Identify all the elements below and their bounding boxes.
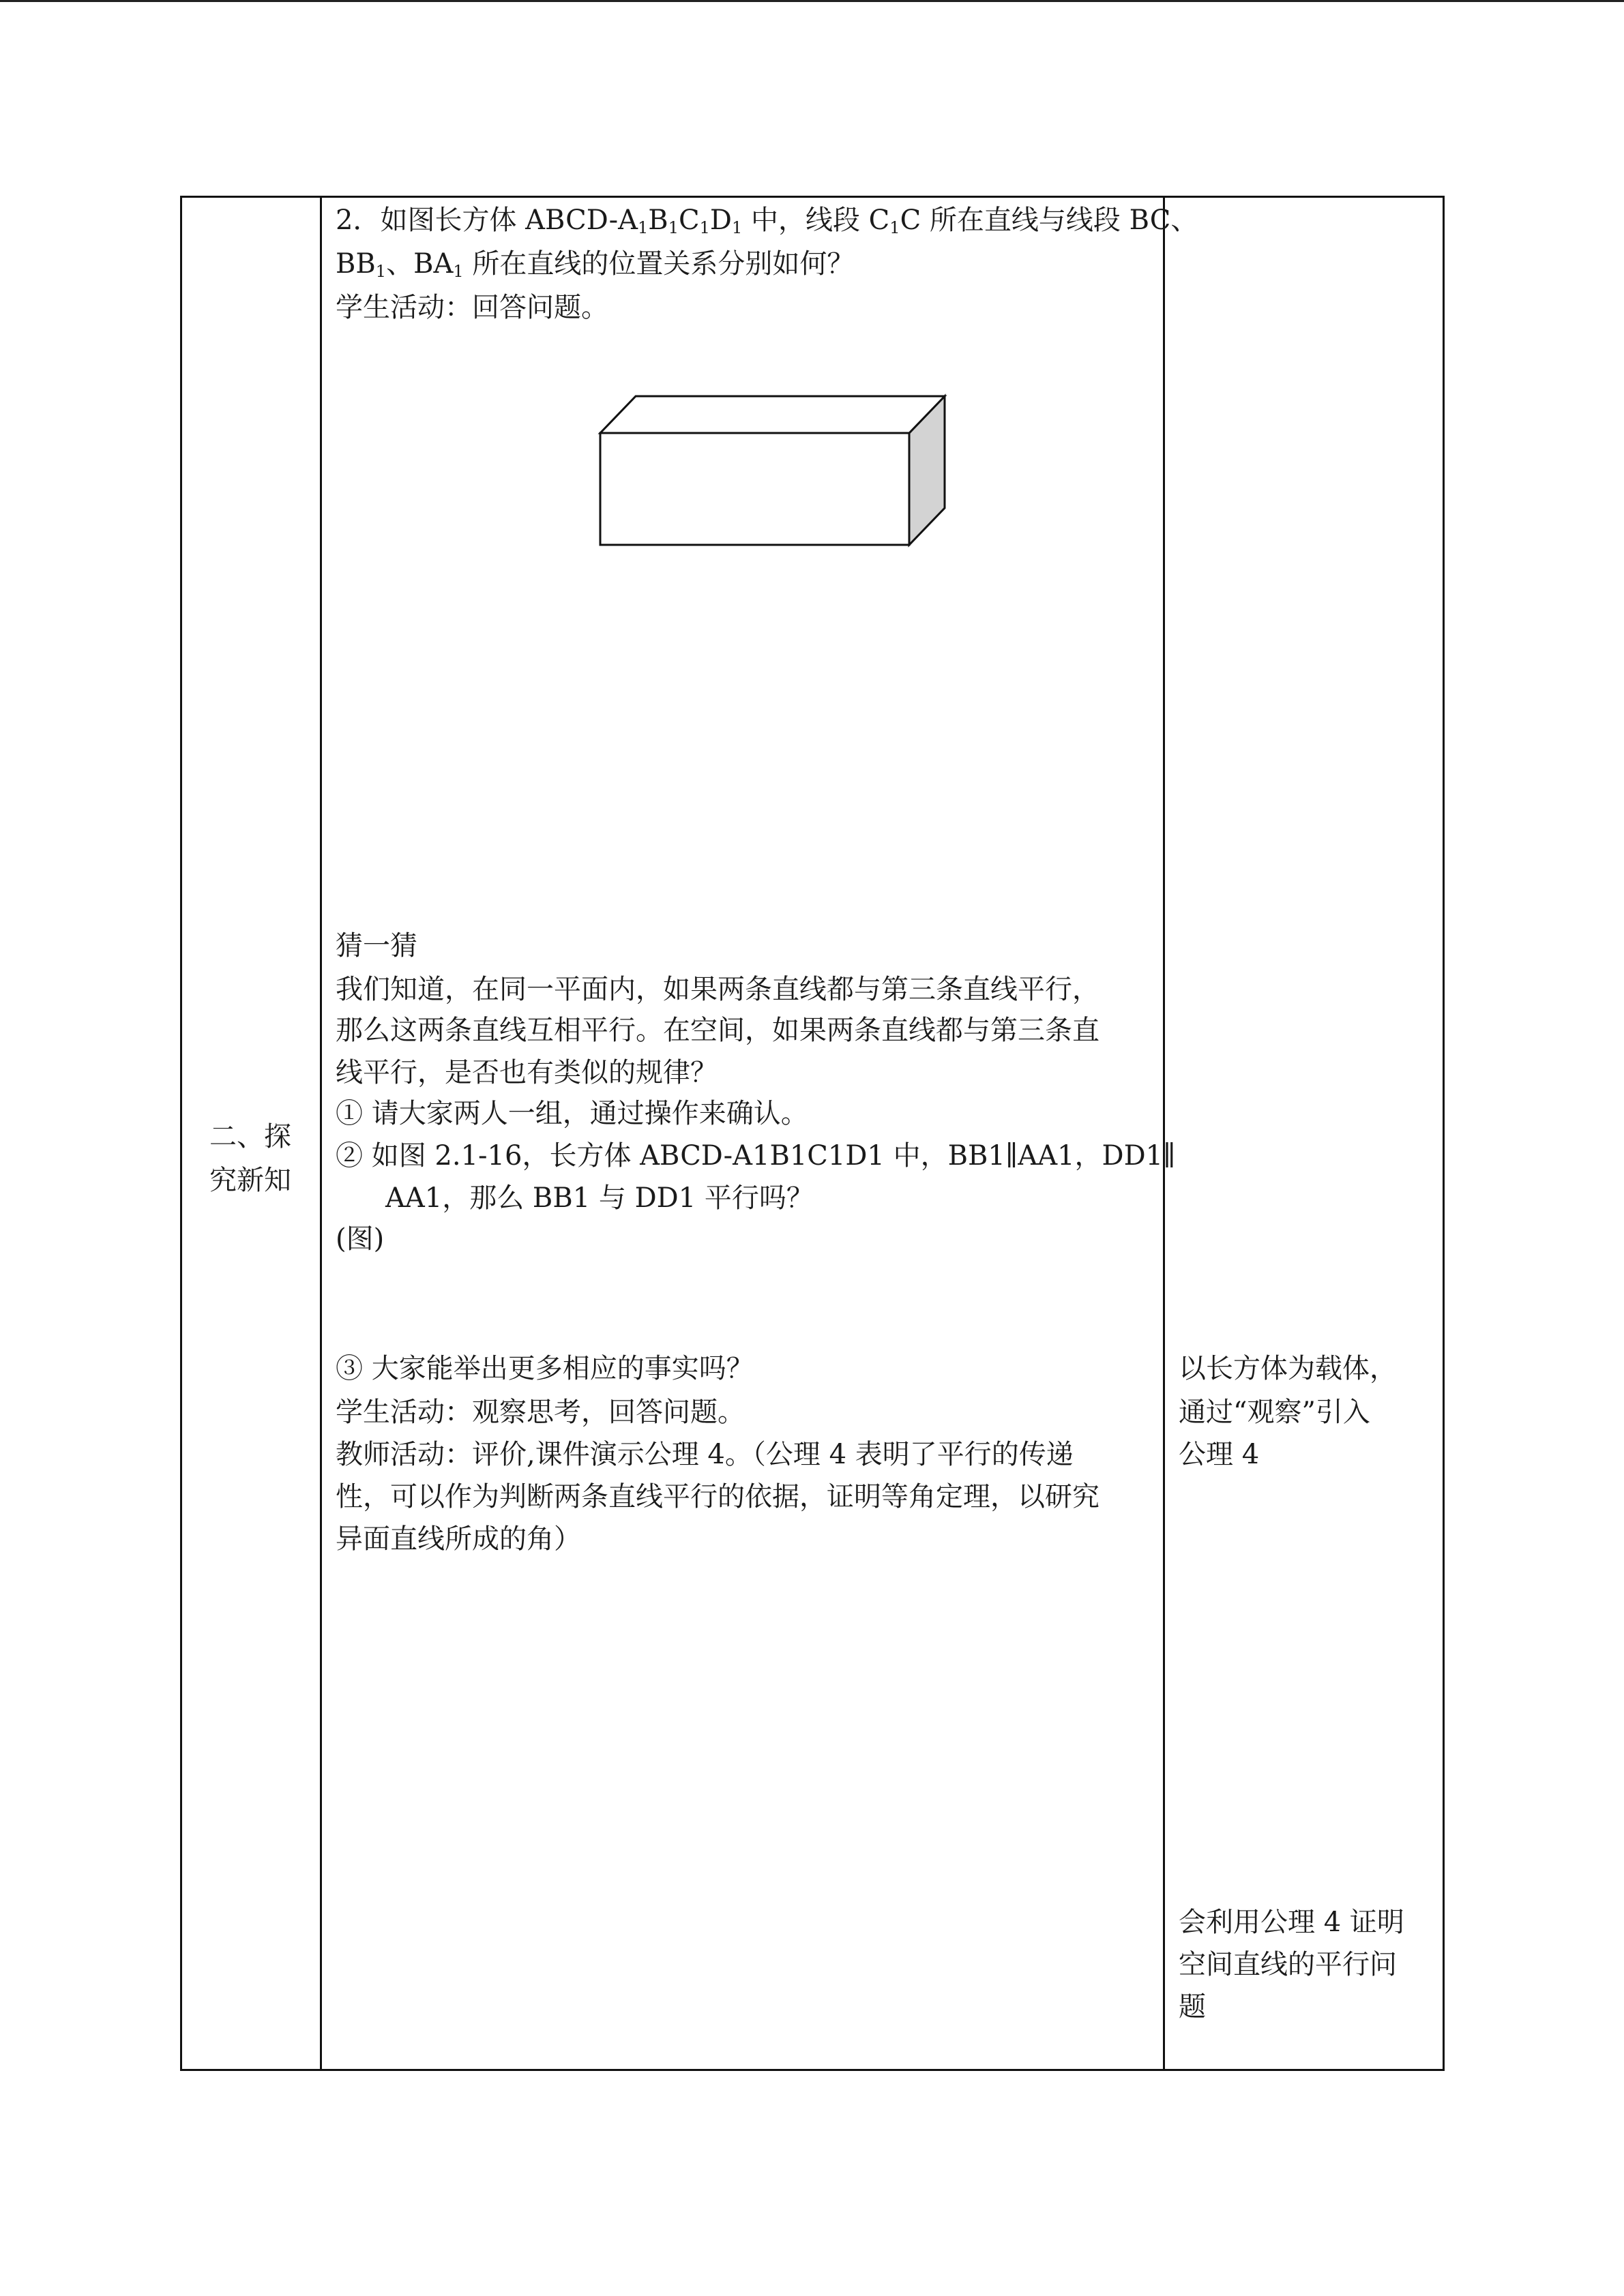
note-1-line1: 以长方体为载体， — [1179, 1353, 1397, 1384]
subscript: 1 — [638, 218, 649, 237]
question-2-activity: 学生活动：回答问题。 — [336, 292, 608, 323]
table-right-border — [1443, 196, 1445, 2071]
guess-paragraph-line3: 线平行，是否也有类似的规律？ — [336, 1057, 718, 1088]
cuboid-front-face — [600, 433, 909, 545]
table-bottom-border — [180, 2069, 1445, 2071]
guess-paragraph-line1: 我们知道，在同一平面内，如果两条直线都与第三条直线平行， — [336, 974, 1099, 1005]
teacher-activity-line3: 异面直线所成的角） — [336, 1523, 581, 1555]
guess-title: 猜一猜 — [336, 930, 417, 961]
question-2-text: C 所在直线与线段 BC、 — [900, 205, 1198, 236]
figure-placeholder: (图) — [336, 1223, 385, 1255]
subscript: 1 — [731, 218, 743, 237]
note-2-line1: 会利用公理 4 证明 — [1179, 1907, 1404, 1938]
subscript: 1 — [668, 218, 679, 237]
list-item-2-line2: AA1，那么 BB1 与 DD1 平行吗？ — [385, 1182, 814, 1214]
question-2-text: 、BA — [386, 248, 454, 280]
note-1-line3: 公理 4 — [1179, 1439, 1260, 1470]
teacher-activity-line1: 教师活动：评价,课件演示公理 4。（公理 4 表明了平行的传递 — [336, 1439, 1074, 1470]
question-2-text: C — [678, 205, 700, 236]
question-2-text: B — [648, 205, 668, 236]
table-divider-2 — [1163, 196, 1165, 2071]
table-top-border — [180, 196, 1445, 198]
subscript: 1 — [699, 218, 710, 237]
table-divider-1 — [320, 196, 322, 2071]
page-top-border — [0, 0, 1624, 2]
note-1-line2: 通过“观察”引入 — [1179, 1397, 1370, 1428]
cuboid-top-face — [600, 396, 945, 433]
section-label-line1: 二、探 — [209, 1121, 291, 1152]
question-2-text: 所在直线的位置关系分别如何？ — [463, 248, 855, 280]
section-label-line2: 究新知 — [209, 1165, 291, 1196]
question-2-text: BB — [336, 248, 376, 280]
note-2-line2: 空间直线的平行问 — [1179, 1949, 1397, 1980]
question-2-line1 — [336, 198, 1198, 242]
section-label — [181, 1115, 319, 1202]
list-item-3: ③ 大家能举出更多相应的事实吗？ — [336, 1353, 754, 1384]
question-2-text: D — [709, 205, 732, 236]
subscript: 1 — [375, 262, 387, 281]
subscript: 1 — [889, 218, 900, 237]
subscript: 1 — [453, 262, 464, 281]
student-activity: 学生活动：观察思考，回答问题。 — [336, 1397, 745, 1428]
list-item-2-line1: ② 如图 2.1-16，长方体 ABCD-A1B1C1D1 中，BB1∥AA1，DD1∥ — [336, 1140, 1176, 1172]
question-2-line2 — [336, 242, 854, 286]
note-2-line3: 题 — [1179, 1991, 1206, 2023]
question-2-text: 中，线段 C — [742, 205, 890, 236]
guess-paragraph-line2: 那么这两条直线互相平行。在空间，如果两条直线都与第三条直 — [336, 1015, 1099, 1046]
cuboid-figure — [587, 382, 969, 559]
list-item-1: ① 请大家两人一组，通过操作来确认。 — [336, 1098, 808, 1129]
question-2-text: 2．如图长方体 ABCD-A — [336, 205, 638, 236]
teacher-activity-line2: 性，可以作为判断两条直线平行的依据，证明等角定理，以研究 — [336, 1481, 1099, 1512]
